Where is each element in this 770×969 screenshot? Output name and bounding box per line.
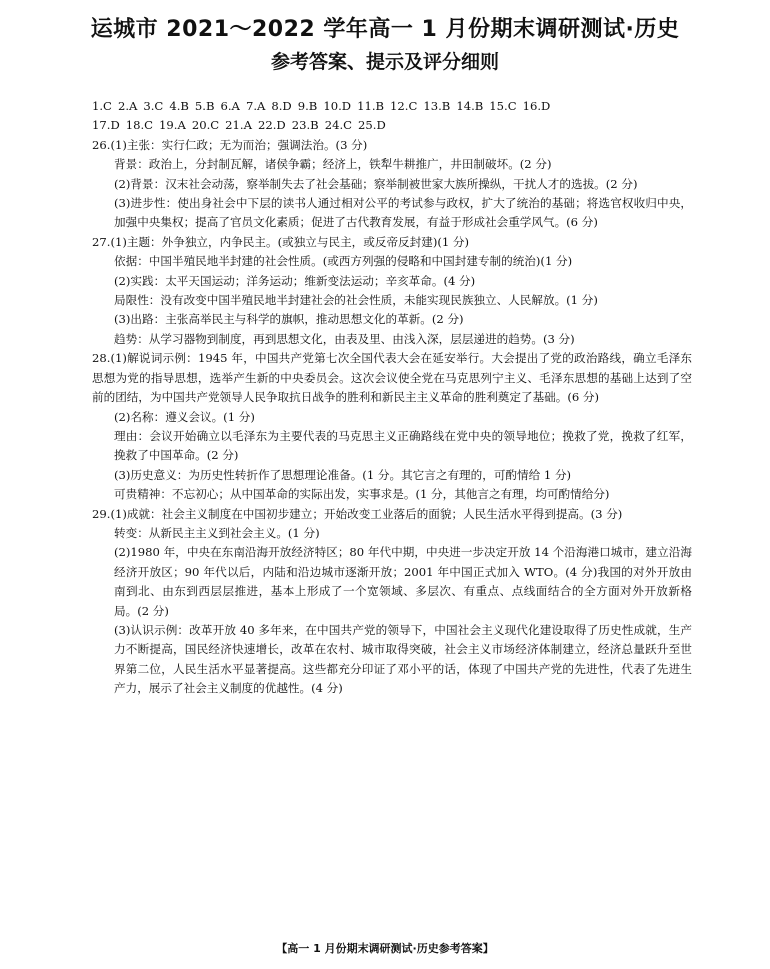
choice-answers-row-1 [92, 97, 692, 116]
q27-line: 27.(1)主题：外争独立，内争民主。(或独立与民主，或反帝反封建)(1 分) [92, 234, 470, 249]
q29-line: (2)1980 年，中央在东南沿海开放经济特区；80 年代中期，中央进一步决定开放 14 个沿海港口城市，建立沿海经济开放区；90 年代以后，内陆和沿边城市逐渐开放；2001 年中国正式加入 WTO。(4 分)我国的对外开放由南到北、由东到西层层推进，基本上形成了一个宽领域、多层次、有重点、点线面结合的全方面对外开放新格局。(2 分) [114, 545, 692, 618]
choice-answer: 4.B [169, 99, 189, 113]
choice-answer: 3.C [143, 99, 164, 113]
page-title: 运城市 2021～2022 学年高一 1 月份期末调研测试·历史 [90, 17, 680, 42]
q28-line: 理由：会议开始确立以毛泽东为主要代表的马克思主义正确路线在党中央的领导地位；挽救了党，挽救了红军，挽救了中国革命。(2 分) [114, 428, 692, 463]
q28-line: (3)历史意义：为历史性转折作了思想理论准备。(1 分。其它言之有理的，可酌情给 1 分) [114, 467, 572, 482]
q27-line: (3)出路：主张高举民主与科学的旗帜，推动思想文化的革新。(2 分) [114, 312, 464, 327]
choice-answer: 8.D [271, 99, 292, 113]
choice-answer: 6.A [220, 99, 240, 113]
choice-answer: 24.C [324, 118, 352, 133]
choice-answer: 11.B [357, 99, 385, 113]
choice-answer: 20.C [191, 118, 220, 133]
choice-answer: 21.A [225, 118, 252, 133]
q26-line: 背景：政治上，分封制瓦解，诸侯争霸；经济上，铁犁牛耕推广，井田制破坏。(2 分) [114, 157, 552, 172]
choice-answer: 2.A [117, 99, 138, 113]
q29-line: (3)认识示例：改革开放 40 多年来，在中国共产党的领导下，中国社会主义现代化建设取得了历史性成就，生产力不断提高，国民经济快速增长，改革在农村、城市取得突破，社会主义市场经济体制建立，经济总量跃升至世界第二位，人民生活水平显著提高。这些都充分印证了邓小平的话，体现了中国共产党的先进性，代表了先进生产力，展示了社会主义制度的优越性。(4 分) [114, 622, 692, 696]
choice-answer: 1.C [92, 99, 112, 113]
choice-answer: 13.B [423, 99, 451, 113]
q28-line: 28.(1)解说词示例：1945 年，中国共产党第七次全国代表大会在延安举行。大会提出了党的政治路线，确立毛泽东思想为党的指导思想，选举产生新的中央委员会。这次会议使全党在马克思列宁主义、毛泽东思想的基础上达到了空前的团结，为中国共产党领导人民争取抗日战争的胜利和新民主主义革命的胜利奠定了基础。(6 分) [92, 351, 692, 405]
q29-line: 转变：从新民主主义到社会主义。(1 分) [114, 525, 320, 540]
q28-line: (2)名称：遵义会议。(1 分) [114, 409, 255, 424]
choice-answer: 5.B [194, 99, 215, 113]
page-footer: 【高一 1 月份期末调研测试·历史参考答案】 [276, 942, 494, 955]
choice-answer: 10.D [323, 99, 352, 113]
q26-line: (2)背景：汉末社会动荡，察举制失去了社会基础；察举制被世家大族所操纵，干扰人才的选拔。(2 分) [114, 176, 638, 191]
q27-line: 趋势：从学习器物到制度，再到思想文化，由表及里、由浅入深，层层递进的趋势。(3 分) [114, 331, 575, 346]
choice-answer: 18.C [125, 118, 154, 133]
q27-line: 依据：中国半殖民地半封建的社会性质。(或西方列强的侵略和中国封建专制的统治)(1 分) [114, 254, 573, 269]
choice-answer: 14.B [456, 99, 484, 113]
choice-answer: 19.A [159, 118, 186, 133]
q26-line: (3)进步性：使出身社会中下层的读书人通过相对公平的考试参与政权，扩大了统治的基础；将选官权收归中央，加强中央集权；提高了官员文化素质；促进了古代教育发展，有益于形成社会重学风气。(6 分) [114, 196, 692, 230]
choice-answer: 7.A [245, 99, 266, 113]
choice-answer: 25.D [358, 118, 386, 133]
page-subtitle: 参考答案、提示及评分细则 [270, 51, 499, 73]
choice-answer: 16.D [522, 99, 551, 113]
choice-answer: 15.C [489, 99, 517, 113]
q28-line: 可贵精神：不忘初心；从中国革命的实际出发，实事求是。(1 分，其他言之有理，均可酌情给分) [114, 487, 610, 502]
q27-line: 局限性：没有改变中国半殖民地半封建社会的社会性质，未能实现民族独立、人民解放。(1 分) [114, 293, 598, 308]
choice-answer: 17.D [92, 118, 120, 133]
choice-answer: 12.C [390, 99, 418, 113]
choice-answer: 23.B [291, 118, 319, 133]
q26-line: 26.(1)主张：实行仁政；无为而治；强调法治。(3 分) [92, 137, 368, 152]
choice-answer: 9.B [297, 99, 318, 113]
q27-line: (2)实践：太平天国运动；洋务运动；维新变法运动；辛亥革命。(4 分) [114, 273, 476, 288]
answer-content [92, 97, 692, 699]
choice-answers-row-2 [92, 116, 692, 135]
choice-answer: 22.D [257, 118, 286, 133]
q29-line: 29.(1)成就：社会主义制度在中国初步建立；开始改变工业落后的面貌；人民生活水平得到提高。(3 分) [92, 506, 623, 521]
